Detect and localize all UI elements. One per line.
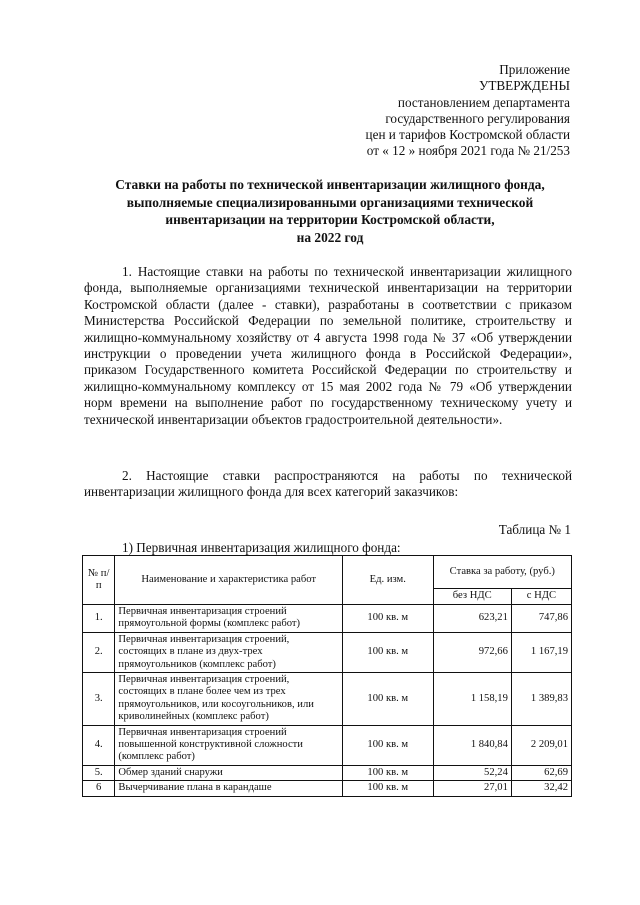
row-name: Первичная инвентаризация строений, состоящих в плане более чем из трех прямоугольников, или косоугольников, или криволинейных (комплекс работ) <box>115 673 343 726</box>
approval-department: государственного регулирования <box>385 110 570 126</box>
row-num: 2. <box>83 632 115 672</box>
document-title <box>80 176 580 246</box>
table-header-row <box>83 556 572 589</box>
table-number: Таблица № 1 <box>498 522 571 537</box>
row-name: Обмер зданий снаружи <box>115 765 343 780</box>
paragraph-2: 2. Настоящие ставки распространяются на работы по технической инвентаризации жилищного фонда для всех категорий заказчиков: <box>84 468 572 500</box>
row-name: Первичная инвентаризация строений прямоугольной формы (комплекс работ) <box>115 605 343 633</box>
approval-approved: УТВЕРЖДЕНЫ <box>478 78 570 94</box>
table-row <box>83 725 572 765</box>
approval-region: цен и тарифов Костромской области <box>365 127 570 143</box>
table-row <box>83 781 572 796</box>
approval-appendix: Приложение <box>499 62 570 77</box>
row-unit: 100 кв. м <box>343 673 434 726</box>
row-name: Первичная инвентаризация строений повышенной конструктивной сложности (комплекс работ) <box>115 725 343 765</box>
header-num: № п/п <box>83 556 115 605</box>
table-caption: 1) Первичная инвентаризация жилищного фонда: <box>122 540 401 555</box>
row-with-vat: 1 389,83 <box>511 673 571 726</box>
row-with-vat: 2 209,01 <box>511 725 571 765</box>
table-row <box>83 632 572 672</box>
row-no-vat: 1 158,19 <box>433 673 511 726</box>
row-with-vat: 32,42 <box>511 781 571 796</box>
title-line-4: на 2022 год <box>296 229 364 245</box>
row-num: 1. <box>83 605 115 633</box>
table-row <box>83 673 572 726</box>
row-unit: 100 кв. м <box>343 781 434 796</box>
row-with-vat: 1 167,19 <box>511 632 571 672</box>
row-no-vat: 52,24 <box>433 765 511 780</box>
row-num: 4. <box>83 725 115 765</box>
title-line-1: Ставки на работы по технической инвентаризации жилищного фонда, <box>115 177 545 192</box>
row-with-vat: 62,69 <box>511 765 571 780</box>
approval-date-number: от « 12 » ноября 2021 года № 21/253 <box>366 143 570 159</box>
table-row <box>83 765 572 780</box>
table-row <box>83 605 572 633</box>
row-no-vat: 1 840,84 <box>433 725 511 765</box>
row-num: 5. <box>83 765 115 780</box>
header-with-vat: с НДС <box>511 589 571 605</box>
row-unit: 100 кв. м <box>343 605 434 633</box>
paragraph-1: 1. Настоящие ставки на работы по технической инвентаризации жилищного фонда, выполняемые организациями технической инвентаризации на территории Костромской области (далее - ставки), разработаны в соответствии с приказом Министерства Российской Федерации по земельной политике, строительству и жилищно-коммунальному хозяйству от 4 августа 1998 года № 37 «Об утверждении инструкции о проведении учета жилищного фонда в Российской Федерации», приказом Государственного комитета Российской Федерации по строительству и жилищно-коммунальному комплексу от 15 мая 2002 года № 79 «Об утверждении норм времени на выполнение работ по государственному техническому учету и технической инвентаризации объектов градостроительной деятельности». <box>84 264 572 427</box>
approval-block <box>366 62 570 160</box>
row-num: 3. <box>83 673 115 726</box>
header-rate: Ставка за работу, (руб.) <box>433 556 571 589</box>
table-body <box>83 605 572 797</box>
rates-table <box>82 555 572 797</box>
row-num: 6 <box>83 781 115 796</box>
row-no-vat: 972,66 <box>433 632 511 672</box>
row-with-vat: 747,86 <box>511 605 571 633</box>
header-unit: Ед. изм. <box>343 556 434 605</box>
row-unit: 100 кв. м <box>343 725 434 765</box>
title-line-3: инвентаризации на территории Костромской области, <box>165 212 495 227</box>
row-no-vat: 27,01 <box>433 781 511 796</box>
title-line-2: выполняемые специализированными организациями технической <box>126 194 534 210</box>
header-name: Наименование и характеристика работ <box>115 556 343 605</box>
header-no-vat: без НДС <box>433 589 511 605</box>
row-name: Вычерчивание плана в карандаше <box>115 781 343 796</box>
row-name: Первичная инвентаризация строений, состоящих в плане из двух-трех прямоугольников (комплекс работ) <box>115 632 343 672</box>
row-unit: 100 кв. м <box>343 632 434 672</box>
approval-by-resolution: постановлением департамента <box>397 94 570 110</box>
row-no-vat: 623,21 <box>433 605 511 633</box>
row-unit: 100 кв. м <box>343 765 434 780</box>
